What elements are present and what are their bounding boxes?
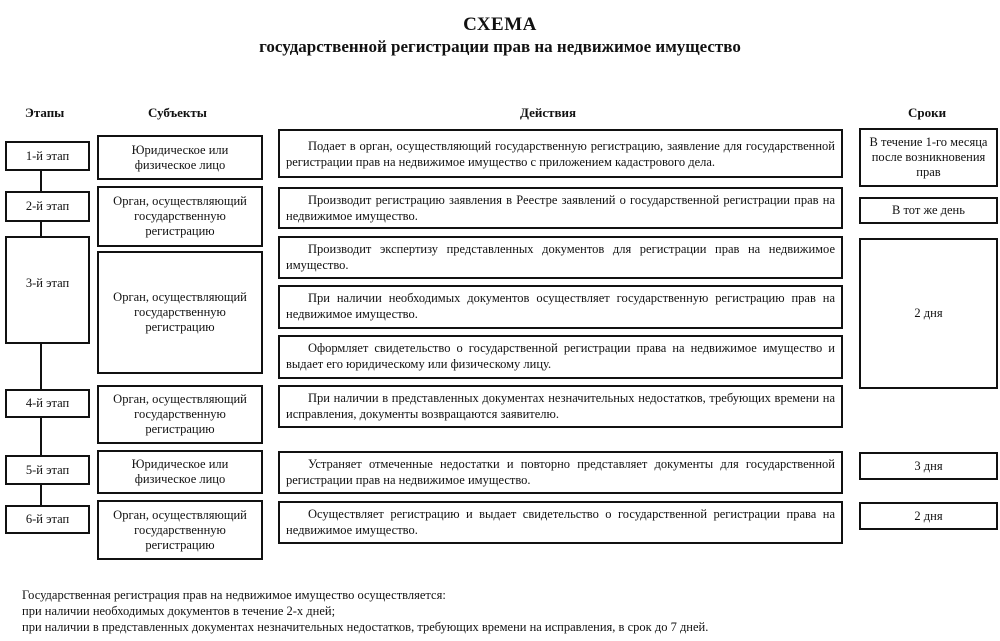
subject-box (97, 385, 263, 444)
action-box (278, 335, 843, 379)
stage-box (5, 141, 90, 171)
subject-box (97, 135, 263, 180)
stage-box (5, 505, 90, 534)
action-text: Производит экспертизу представленных документов для регистрации прав на недвижимое имущество. (286, 242, 835, 272)
footnote-line: при наличии необходимых документов в течение 2-х дней; (22, 604, 336, 618)
subject-box (97, 500, 263, 560)
footnote-line: Государственная регистрация прав на недвижимое имущество осуществляется: (22, 588, 446, 602)
column-header-stages: Этапы (25, 105, 65, 120)
term-box (859, 452, 998, 480)
stage-box (5, 455, 90, 485)
action-text: При наличии в представленных документах незначительных недостатков, требующих времени на исправления, документы возвращаются заявителю. (286, 391, 835, 421)
term-label: В тот же день (892, 203, 965, 217)
action-box (278, 501, 843, 544)
term-label: 2 дня (914, 508, 943, 523)
subject-label: Орган, осуществляющий государственную регистрацию (113, 290, 247, 334)
action-box (278, 187, 843, 229)
stage-box (5, 191, 90, 222)
stage-box (5, 389, 90, 418)
subject-label: Орган, осуществляющий государственную регистрацию (113, 507, 247, 552)
term-label: 2 дня (914, 306, 943, 320)
stage-label: 2-й этап (25, 199, 70, 213)
subject-label: Орган, осуществляющий государственную регистрацию (113, 392, 247, 436)
action-text: Подает в орган, осуществляющий государственную регистрацию, заявление для государственной регистрации прав на недвижимое имущество с приложением кадастрового дела. (286, 139, 835, 169)
stage-label: 4-й этап (25, 396, 70, 410)
stage-label: 6-й этап (25, 512, 70, 526)
action-text: При наличии необходимых документов осуществляет государственную регистрацию прав на недвижимое имущество. (286, 291, 835, 321)
subject-label: Юридическое или физическое лицо (131, 142, 229, 172)
term-box (859, 502, 998, 530)
diagram-title: СХЕМА (463, 14, 537, 35)
action-box (278, 451, 843, 494)
action-text: Устраняет отмеченные недостатки и повторно представляет документы для государственной регистрации прав на недвижимое имущество. (286, 457, 835, 487)
subject-box (97, 450, 263, 494)
action-text: Осуществляет регистрацию и выдает свидетельство о государственной регистрации права на недвижимое имущество. (286, 507, 835, 537)
subject-box (97, 186, 263, 247)
stage-label: 1-й этап (25, 148, 70, 163)
action-box (278, 385, 843, 428)
term-box (859, 238, 998, 389)
term-label: В течение 1-го месяца после возникновения прав (869, 135, 988, 179)
term-box (859, 128, 998, 187)
column-header-subjects: Субъекты (148, 105, 207, 120)
stage-label: 5-й этап (25, 462, 70, 477)
column-header-actions: Действия (520, 105, 577, 120)
action-box (278, 236, 843, 279)
subject-box (97, 251, 263, 374)
subject-label: Орган, осуществляющий государственную регистрацию (113, 194, 247, 238)
action-text: Производит регистрацию заявления в Реестре заявлений о государственной регистрации прав на недвижимое имущество. (286, 193, 835, 223)
term-box (859, 197, 998, 224)
subject-label: Юридическое или физическое лицо (131, 457, 229, 486)
action-box (278, 129, 843, 178)
action-text: Оформляет свидетельство о государственной регистрации права на недвижимое имущество и выдает его юридическому или физическому лицу. (286, 341, 835, 371)
stage-label: 3-й этап (25, 276, 70, 290)
term-label: 3 дня (914, 458, 943, 473)
action-box (278, 285, 843, 329)
column-header-terms: Сроки (908, 105, 947, 120)
diagram-subtitle: государственной регистрации прав на недвижимое имущество (259, 37, 741, 56)
stage-box (5, 236, 90, 344)
footnote-line: при наличии в представленных документах незначительных недостатков, требующих времени на исправления, в срок до 7 дней. (22, 620, 709, 634)
